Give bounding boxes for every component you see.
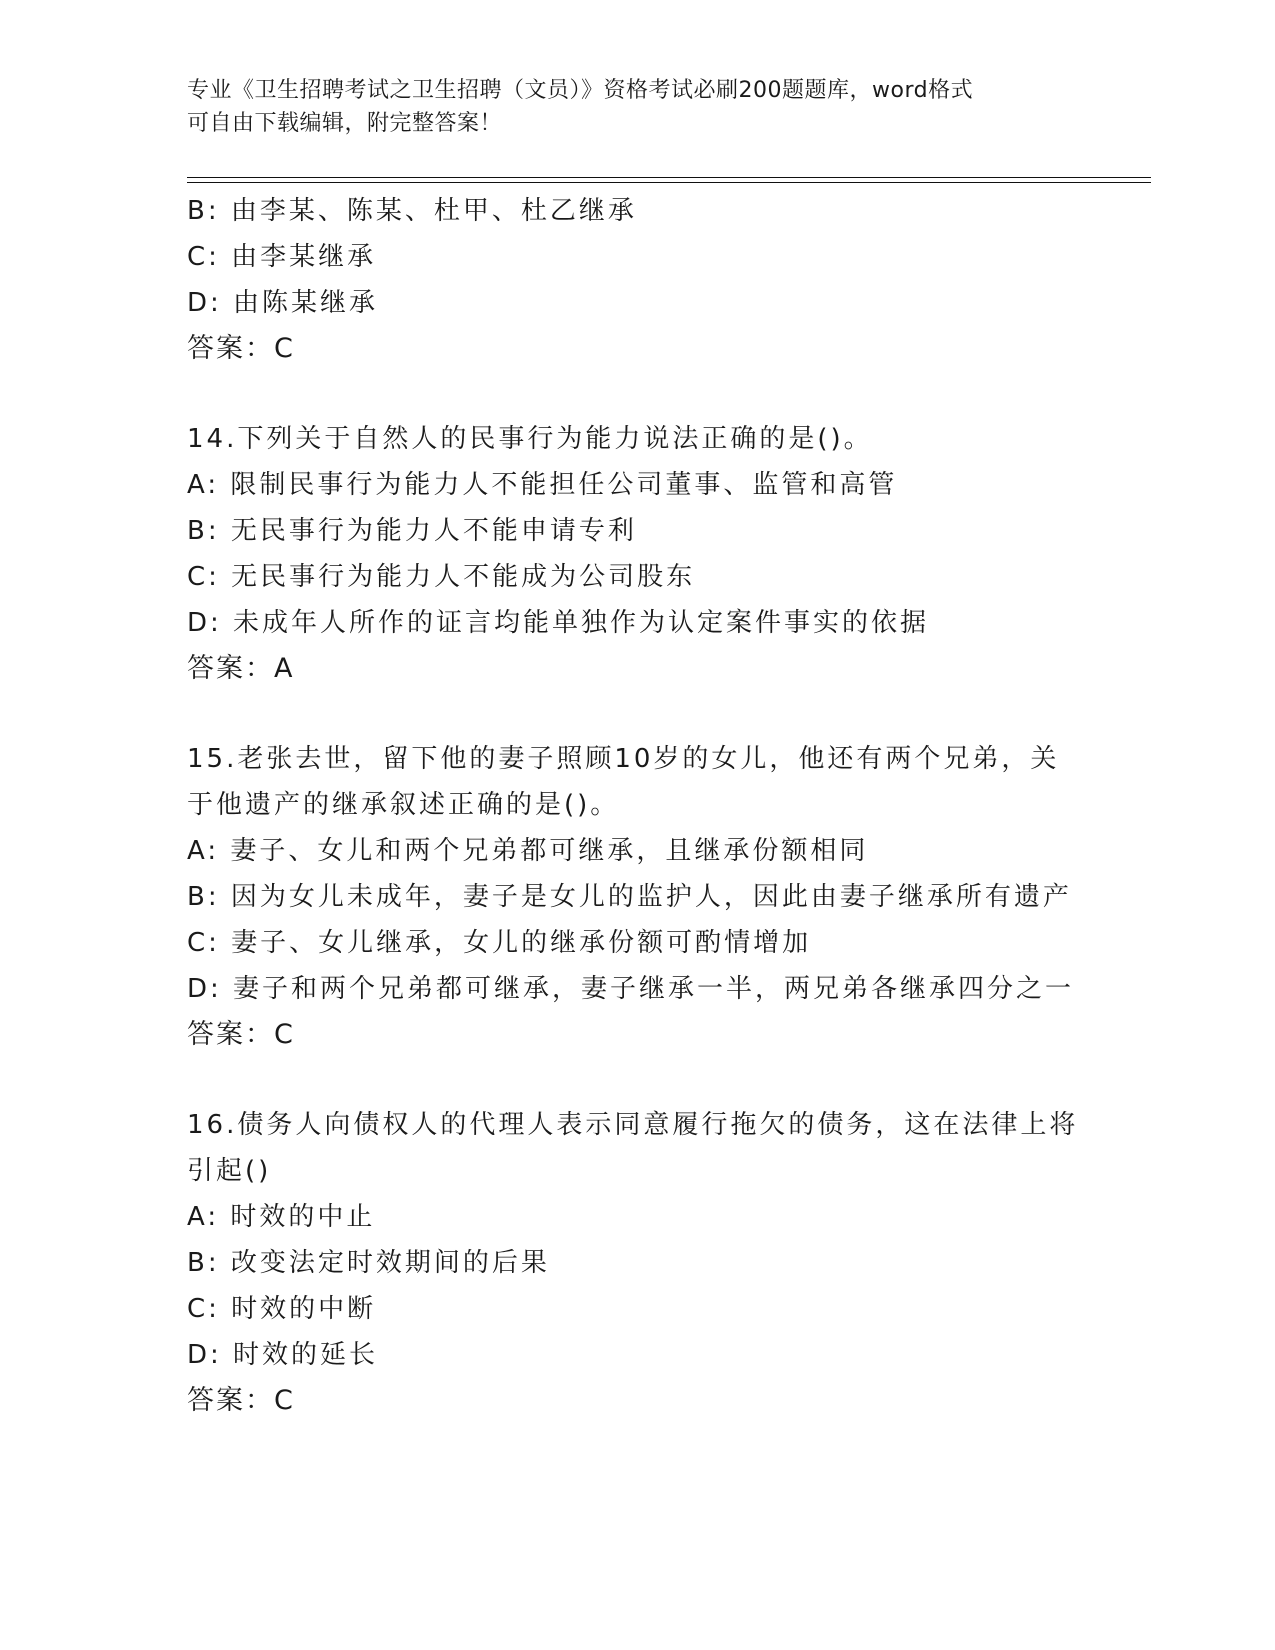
option-c: C: 时效的中断 bbox=[187, 1294, 377, 1324]
option-b: B: 无民事行为能力人不能申请专利 bbox=[187, 516, 637, 546]
question-stem-line-1: 16.债务人向债权人的代理人表示同意履行拖欠的债务，这在法律上将 bbox=[187, 1110, 1079, 1140]
question-spacer bbox=[187, 372, 1137, 416]
option-c: C: 由李某继承 bbox=[187, 242, 377, 272]
option-c: C: 无民事行为能力人不能成为公司股东 bbox=[187, 562, 696, 592]
question-stem: 14.下列关于自然人的民事行为能力说法正确的是()。 bbox=[187, 424, 873, 454]
option-d: D: 未成年人所作的证言均能单独作为认定案件事实的依据 bbox=[187, 608, 930, 638]
page-header bbox=[187, 74, 1087, 140]
question-spacer bbox=[187, 1058, 1137, 1102]
answer-line: 答案：C bbox=[187, 1385, 295, 1416]
option-c: C: 妻子、女儿继承，女儿的继承份额可酌情增加 bbox=[187, 928, 812, 958]
question-16 bbox=[187, 1102, 1137, 1424]
option-d: D: 由陈某继承 bbox=[187, 288, 379, 318]
question-stem-line-2: 引起() bbox=[187, 1156, 272, 1186]
option-b: B: 因为女儿未成年，妻子是女儿的监护人，因此由妻子继承所有遗产 bbox=[187, 882, 1072, 912]
question-15 bbox=[187, 736, 1137, 1058]
header-rule-bottom bbox=[187, 182, 1151, 183]
header-title-line-1: 专业《卫生招聘考试之卫生招聘（文员）》资格考试必刷200题题库，word格式 bbox=[187, 78, 974, 103]
option-d: D: 时效的延长 bbox=[187, 1340, 379, 1370]
option-a: A: 妻子、女儿和两个兄弟都可继承，且继承份额相同 bbox=[187, 836, 869, 866]
question-stem-line-2: 于他遗产的继承叙述正确的是()。 bbox=[187, 790, 620, 820]
option-d: D: 妻子和两个兄弟都可继承，妻子继承一半，两兄弟各继承四分之一 bbox=[187, 974, 1075, 1004]
option-a: A: 限制民事行为能力人不能担任公司董事、监管和高管 bbox=[187, 470, 898, 500]
header-title-line-2: 可自由下载编辑，附完整答案！ bbox=[187, 111, 503, 136]
question-14 bbox=[187, 416, 1137, 692]
option-b: B: 改变法定时效期间的后果 bbox=[187, 1248, 550, 1278]
option-b: B: 由李某、陈某、杜甲、杜乙继承 bbox=[187, 196, 637, 226]
header-rule-top bbox=[187, 177, 1151, 178]
answer-line: 答案：C bbox=[187, 1019, 295, 1050]
question-content bbox=[187, 188, 1137, 1424]
answer-line: 答案：A bbox=[187, 653, 295, 684]
question-spacer bbox=[187, 692, 1137, 736]
question-13-tail bbox=[187, 188, 1137, 372]
option-a: A: 时效的中止 bbox=[187, 1202, 376, 1232]
answer-line: 答案：C bbox=[187, 333, 295, 364]
question-stem-line-1: 15.老张去世，留下他的妻子照顾10岁的女儿，他还有两个兄弟，关 bbox=[187, 744, 1060, 774]
